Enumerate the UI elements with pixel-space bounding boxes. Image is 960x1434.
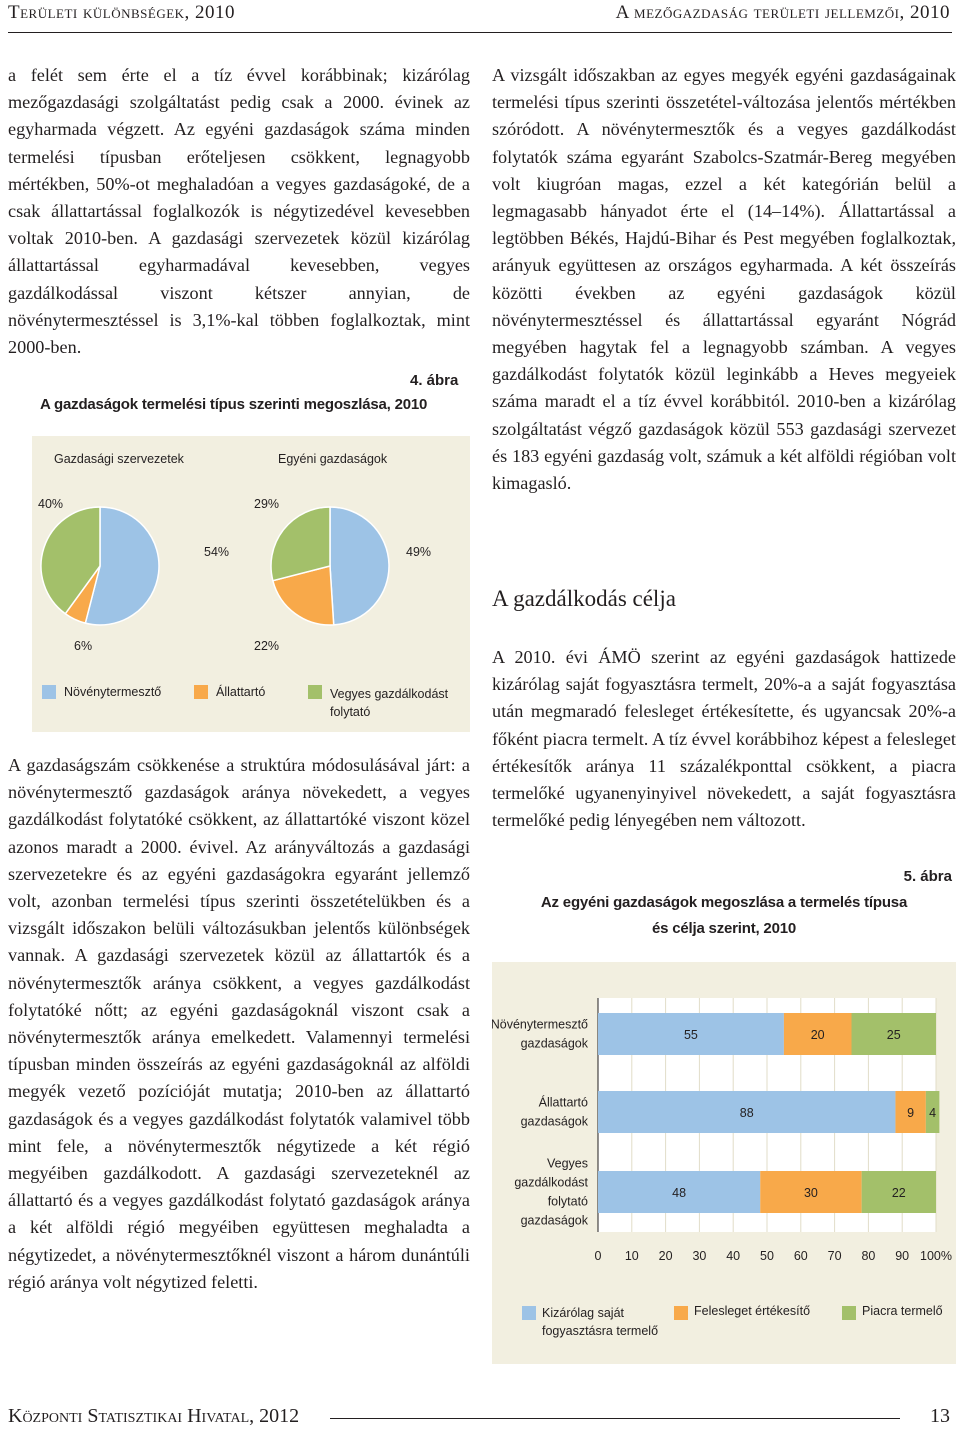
legend5-surplus: Felesleget értékesítő (694, 1304, 811, 1318)
figure-5-panel (492, 962, 956, 1364)
pie2-title: Egyéni gazdaságok (278, 452, 388, 466)
pie1-label-1: 6% (74, 639, 93, 653)
legend5-swatch-own (522, 1306, 536, 1320)
bar-1-value-0: 88 (739, 1106, 754, 1120)
figure-4-panel (32, 436, 470, 732)
pie1-label-0: 54% (204, 545, 230, 559)
x-tick-label: 60 (793, 1249, 808, 1263)
bar-0-value-1: 20 (810, 1028, 825, 1042)
figure-5-number: 5. ábra (903, 868, 952, 885)
category-label-2: Vegyes gazdálkodást folytató gazdaságok (514, 1156, 588, 1228)
bar-0-value-0: 55 (683, 1028, 698, 1042)
legend-animal: Állattartó (216, 685, 266, 699)
legend-swatch-animal (194, 685, 208, 699)
x-tick-label: 0 (594, 1249, 602, 1263)
bar-2-value-1: 30 (803, 1186, 818, 1200)
left-paragraph-2: A gazdaságszám csökkenése a struktúra módosulásával járt: a növénytermesztő gazdaságok aránya növekedett, a vegyes gazdálkodást folytatóké csökkent, az állattartóké viszont közel azonos maradt a 2000. évivel. Az arányváltozás a gazdasági szervezetekre és az egyéni gazdaságokra egyaránt jellemző volt, azonban termelési típus szerinti összetételükben és a vizsgált időszakon belüli változásukban jelentős különbségek vannak. A gazdasági szervezetek közül az állattartók és a növénytermesztők aránya csökkent, a vegyes gazdálkodást folytatóké nőtt; az egyéni gazdaságoknál viszont csak a növénytermesztők aránya emelkedett. Valamennyi termelési típusban minden összeírás az egyéni gazdaságoknál az alföldi megyék vezető pozícióját mutatja; 2010-ben az állattartó gazdaságok és a vegyes gazdálkodást folytatók valamivel több mint fele, a növénytermesztők négytizede a két régió megyéiben gazdálkodott. A gazdasági szervezeteknél az állattartó és a vegyes gazdálkodást folytató gazdaságok aránya a két alföldi régió megyéiben együttesen meghaladta a négytizedet, a növénytermesztőknél viszont a három dunántúli régió aránya volt négytized feletti. (8, 755, 470, 1292)
header-rule (8, 32, 952, 33)
x-tick-label: 70 (827, 1249, 842, 1263)
legend-swatch-plant (42, 685, 56, 699)
x-tick-label: 50 (760, 1249, 774, 1263)
pie2-label-0: 49% (406, 545, 432, 559)
x-tick-label: 10 (624, 1249, 639, 1263)
legend-swatch-mixed (308, 685, 322, 699)
legend-mixed: Vegyes gazdálkodást folytató (330, 687, 449, 719)
legend5-swatch-surplus (674, 1306, 688, 1320)
x-tick-label: 20 (658, 1249, 673, 1263)
x-tick-label: 80 (861, 1249, 876, 1263)
bar-1-value-1: 9 (907, 1106, 915, 1120)
figure-5-title-line2: és célja szerint, 2010 (651, 920, 797, 937)
right-paragraph-1: A vizsgált időszakban az egyes megyék egyéni gazdaságainak termelési típus szerinti összetétel-változása jelentős mértékben szóródott. A növénytermesztők és a vegyes gazdálkodást folytatók száma egyaránt Szabolcs-Szatmár-Bereg megyében volt kiugróan magas, ezzel a két kategórián belül a legmagasabb hányadot érte el (14–14%). Állattartással a legtöbben Békés, Hajdú-Bihar és Pest megyében foglalkoztak, arányuk együttesen az országos egyharmada. A két összeírás közötti években az egyéni gazdaságok közül növénytermesztéssel és állattartással egyaránt Nógrád megyében hagytak fel a legnagyobb számban. A vegyes gazdálkodást folytatók közül leginkább a Heves megyeiek száma maradt el a tíz évvel korábbitól. 2010-ben a kizárólag szolgáltatást végző gazdaságok közül 553 gazdasági szervezet és 183 egyéni gazdaság volt, számuk a két alföldi régióban volt kimagasló. (492, 65, 956, 494)
figure-4-title: A gazdaságok termelési típus szerinti megoszlása, 2010 (40, 396, 428, 413)
figure-5-title-line1: Az egyéni gazdaságok megoszlása a termelés típusa (540, 894, 908, 911)
section-title: A gazdálkodás célja (492, 586, 676, 611)
right-paragraph-2: A 2010. évi ÁMÖ szerint az egyéni gazdaságok hattizede kizárólag saját fogyasztásra termelt, 20%-a a saját fogyasztása után megmaradó felesleget értékesítette, és ugyancsak 20%-a főként piacra termelt. A tíz évvel korábbihoz képest a felesleget értékesítők aránya 11 százalékponttal csökkent, a piacra termelőké ugyanenyinyivel növekedett, a saját fogyasztásra termelőké pedig lényegében nem változott. (492, 647, 956, 831)
pie2-label-2: 29% (254, 497, 280, 511)
x-tick-label: 40 (726, 1249, 741, 1263)
bar-2-value-2: 22 (891, 1186, 906, 1200)
legend5-market: Piacra termelő (862, 1304, 943, 1318)
bar-0-value-2: 25 (886, 1028, 901, 1042)
footer-publisher: Központi Statisztikai Hivatal, 2012 (8, 1405, 300, 1427)
running-header-right: A mezőgazdaság területi jellemzői, 2010 (615, 2, 950, 23)
pie1-label-2: 40% (38, 497, 64, 511)
category-label-1: Állattartó gazdaságok (520, 1095, 588, 1129)
pie1-title: Gazdasági szervezetek (54, 452, 184, 466)
running-header-left: Területi különbségek, 2010 (8, 2, 236, 23)
legend-plant: Növénytermesztő (64, 685, 162, 699)
pie2-label-1: 22% (254, 639, 280, 653)
footer-rule (330, 1418, 900, 1419)
pie2-slice-0 (330, 507, 389, 625)
figure-4-number: 4. ábra (410, 372, 459, 389)
legend5-swatch-market (842, 1306, 856, 1320)
bar-2-value-0: 48 (672, 1186, 687, 1200)
x-tick-label: 100% (920, 1249, 952, 1263)
x-tick-label: 30 (692, 1249, 707, 1263)
category-label-0: Növénytermesztő gazdaságok (492, 1017, 588, 1051)
x-tick-label: 90 (895, 1249, 910, 1263)
bar-1-value-2: 4 (929, 1106, 937, 1120)
left-paragraph-1: a felét sem érte el a tíz évvel korábbinak; kizárólag mezőgazdasági szolgáltatást pedig csak a 2000. évinek az egyharmada végzett. Az egyéni gazdaságok száma minden termelési típusban erőteljesen csökkent, legnagyobb mértékben, 50%-ot meghaladóan a vegyes gazdaságoké, de a csak állattartással foglalkozók is négytizedével kevesebben voltak 2010-ben. A gazdasági szervezetek közül kizárólag állattartással egyharmadával kevesebben, vegyes gazdálkodással viszont kétszer annyian, de növénytermesztéssel is 3,1%-kal többen foglalkoztak, mint 2000-ben. (8, 65, 470, 358)
page-number: 13 (930, 1405, 950, 1427)
legend5-own: Kizárólag saját fogyasztásra termelő (542, 1306, 659, 1338)
